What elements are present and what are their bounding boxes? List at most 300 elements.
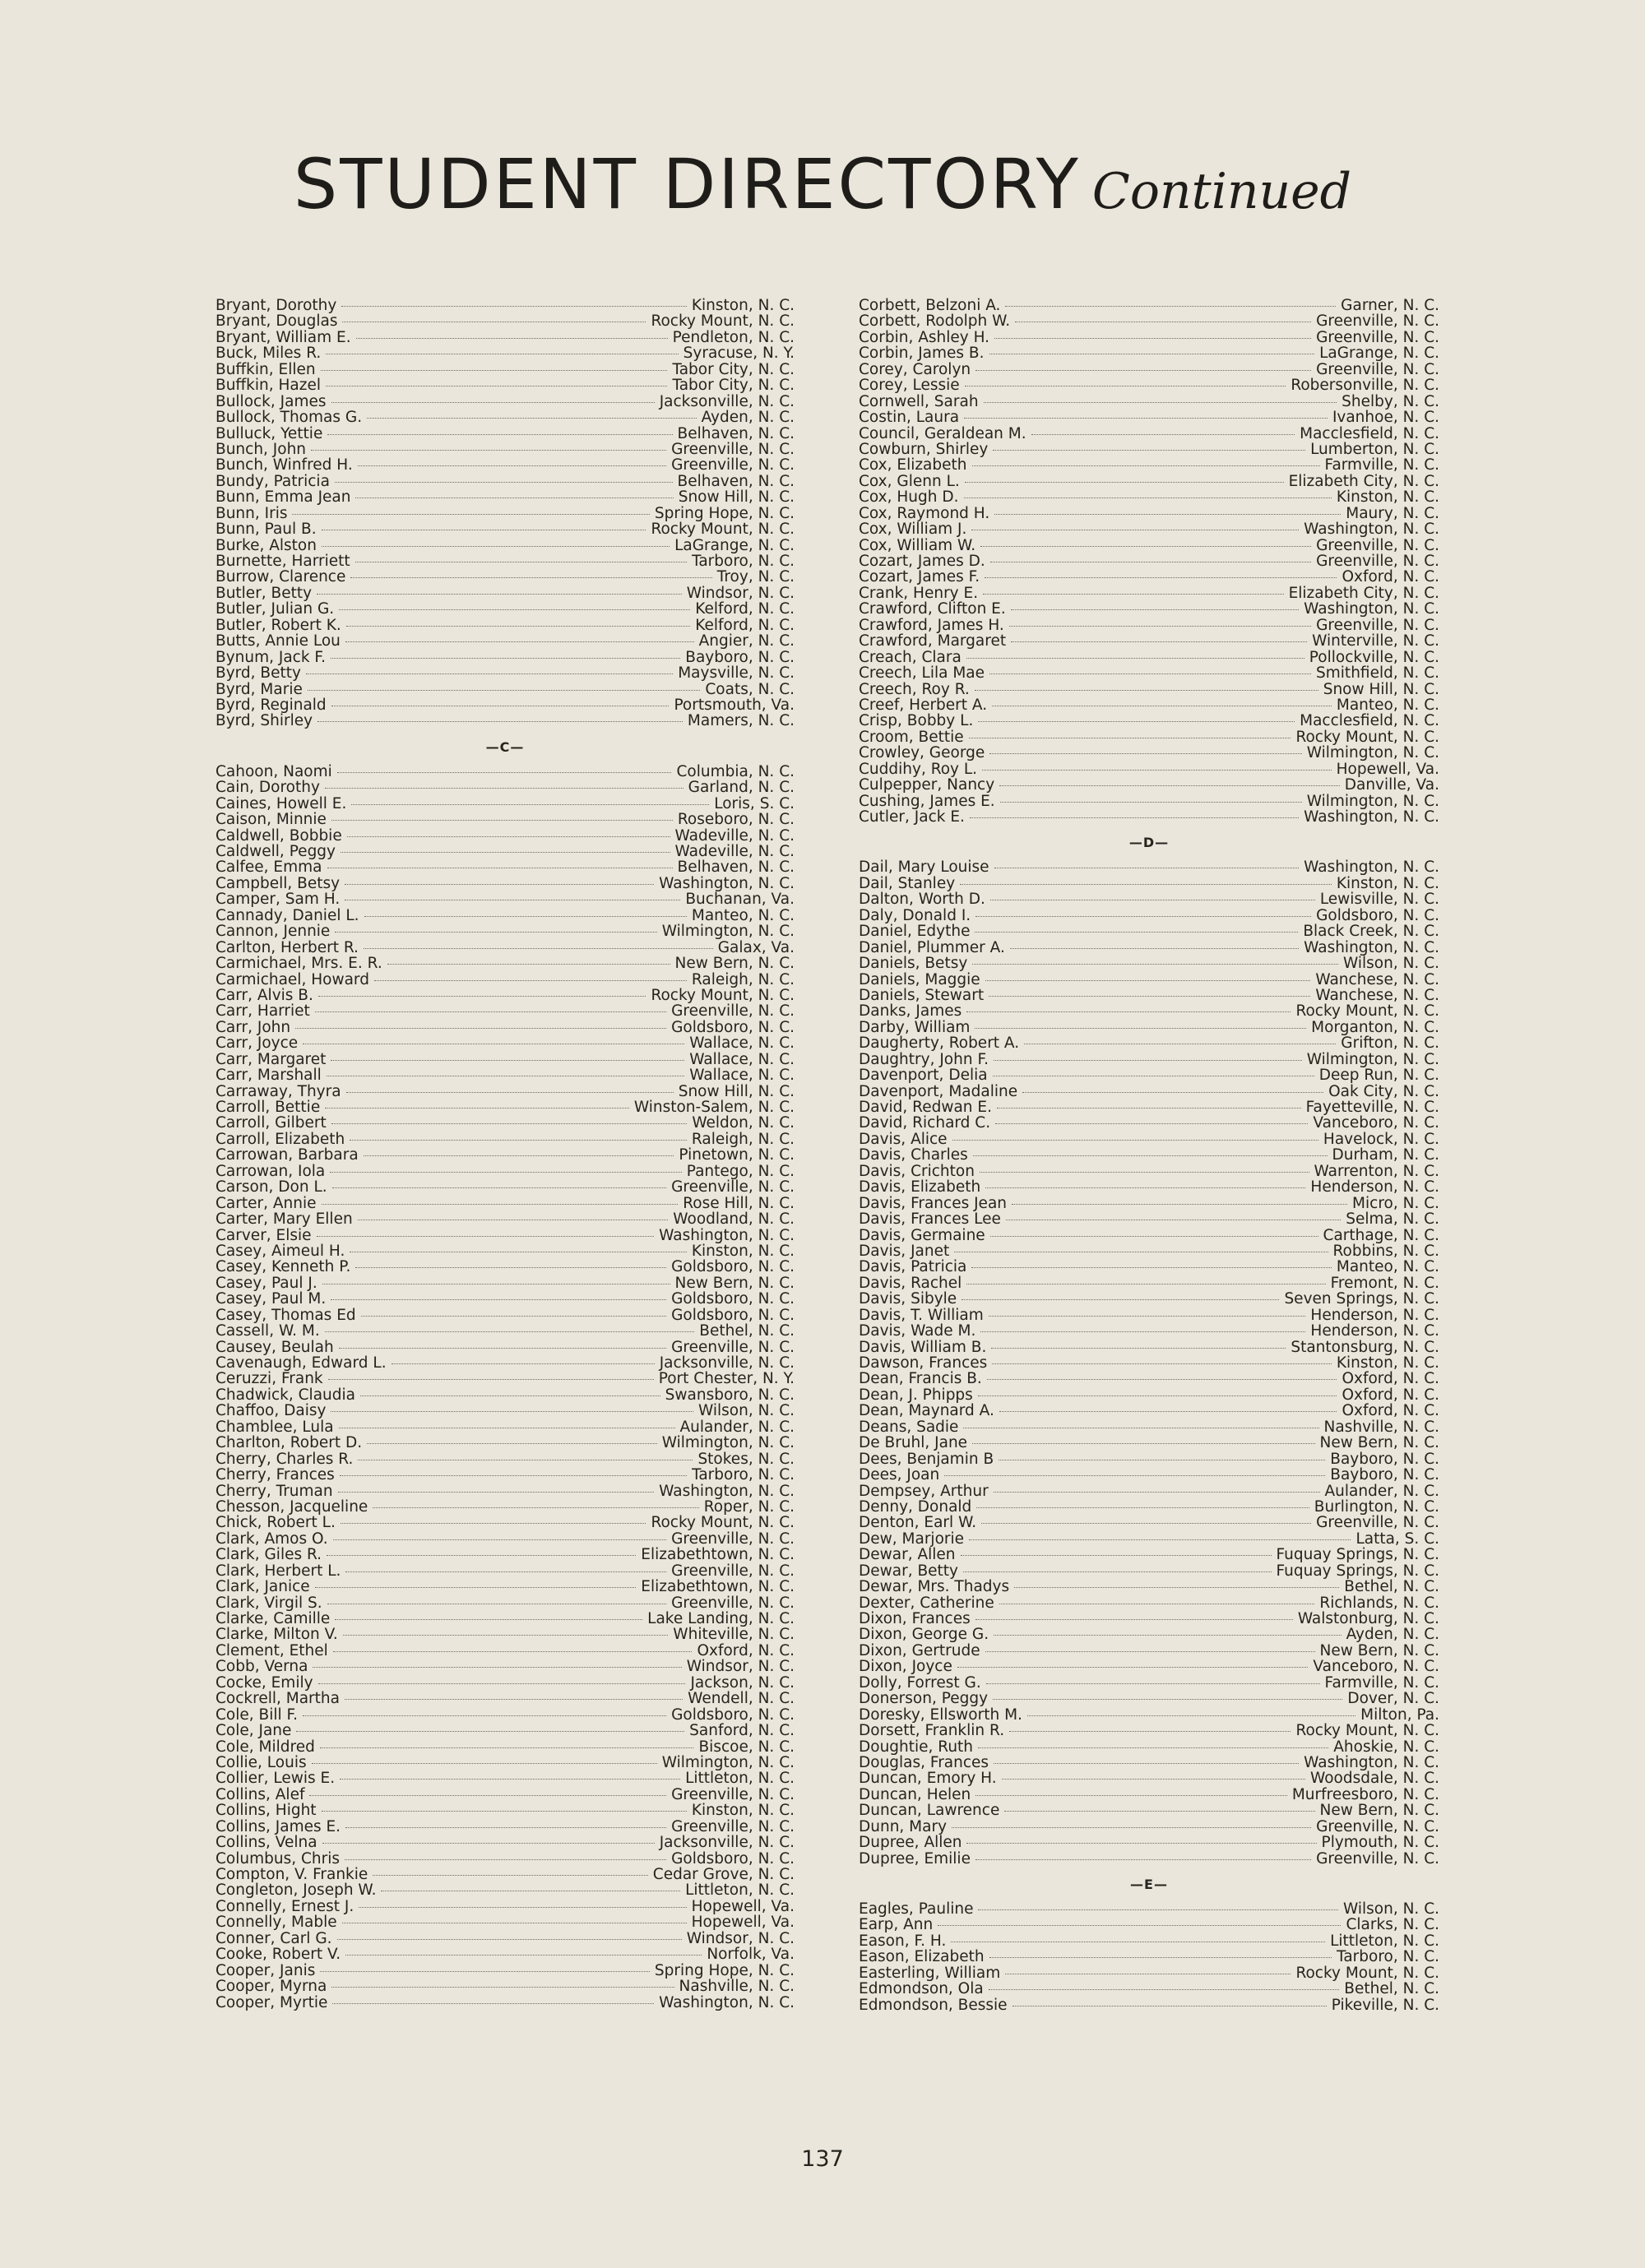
- dot-leader: [975, 1794, 1287, 1796]
- dot-leader: [331, 1986, 674, 1988]
- directory-entry: [215, 1467, 795, 1483]
- student-name: Eagles, Pauline: [859, 1900, 974, 1918]
- dot-leader: [350, 576, 711, 578]
- hometown: Swansboro, N. C.: [665, 1386, 795, 1404]
- dot-leader: [986, 1682, 1320, 1684]
- student-name: Creach, Clara: [859, 648, 962, 666]
- directory-entry: [215, 362, 795, 377]
- hometown: Stantonsburg, N. C.: [1291, 1338, 1439, 1356]
- student-name: Edmondson, Bessie: [859, 1996, 1008, 2014]
- hometown: Pendleton, N. C.: [672, 328, 795, 346]
- directory-column-left: [215, 298, 795, 2011]
- hometown: Havelock, N. C.: [1323, 1130, 1439, 1148]
- dot-leader: [317, 593, 682, 595]
- page-number: 137: [801, 2146, 844, 2172]
- student-name: Dean, Francis B.: [859, 1370, 982, 1388]
- directory-entry: [859, 1179, 1439, 1195]
- hometown: Greenville, N. C.: [1316, 1514, 1439, 1532]
- dot-leader: [985, 1650, 1315, 1652]
- dot-leader: [1011, 609, 1299, 610]
- hometown: Greenville, N. C.: [671, 1817, 795, 1835]
- hometown: Robersonville, N. C.: [1291, 377, 1439, 395]
- student-name: Davis, Crichton: [859, 1162, 975, 1180]
- directory-entry: [215, 1515, 795, 1530]
- directory-entry: [215, 426, 795, 442]
- dot-leader: [335, 931, 656, 933]
- student-name: Chamblee, Lula: [215, 1418, 334, 1436]
- student-name: Cox, Elizabeth: [859, 456, 967, 474]
- dot-leader: [373, 1507, 698, 1508]
- dot-leader: [339, 609, 690, 610]
- student-name: Casey, Paul J.: [215, 1274, 317, 1292]
- directory-entry: [859, 1164, 1439, 1179]
- dot-leader: [373, 1874, 647, 1876]
- dot-leader: [993, 449, 1305, 451]
- dot-leader: [355, 497, 673, 498]
- directory-entry: [215, 1579, 795, 1595]
- directory-entry: [859, 489, 1439, 505]
- dot-leader: [970, 817, 1299, 818]
- dot-leader: [326, 353, 678, 354]
- student-name: Davis, Frances Jean: [859, 1194, 1008, 1212]
- dot-leader: [337, 1938, 682, 1940]
- dot-leader: [1010, 947, 1299, 949]
- hometown: Windsor, N. C.: [686, 1658, 795, 1676]
- student-name: Davis, Charles: [859, 1146, 968, 1164]
- directory-entry: [215, 697, 795, 713]
- student-name: Davis, Patricia: [859, 1258, 967, 1276]
- dot-leader: [1009, 1730, 1291, 1732]
- dot-leader: [1004, 1810, 1314, 1812]
- directory-entry: [215, 1595, 795, 1611]
- hometown: Goldsboro, N. C.: [671, 1849, 795, 1868]
- dot-leader: [333, 1650, 693, 1652]
- directory-entry: [859, 1819, 1439, 1835]
- directory-entry: [859, 682, 1439, 697]
- dot-leader: [339, 1347, 666, 1349]
- student-name: Bunn, Paul B.: [215, 521, 317, 539]
- hometown: Macclesfield, N. C.: [1300, 424, 1439, 442]
- hometown: Walstonburg, N. C.: [1297, 1610, 1439, 1627]
- student-name: Davis, Wade M.: [859, 1322, 976, 1340]
- directory-entry: [859, 474, 1439, 489]
- hometown: Biscoe, N. C.: [698, 1738, 795, 1756]
- dot-leader: [994, 1059, 1302, 1061]
- directory-entry: [215, 1835, 795, 1850]
- directory-entry: [215, 1946, 795, 1962]
- hometown: Hopewell, Va.: [691, 1897, 795, 1915]
- dot-leader: [975, 931, 1298, 933]
- directory-entry: [215, 1914, 795, 1930]
- dot-leader: [322, 1842, 655, 1844]
- student-name: Eason, Elizabeth: [859, 1948, 985, 1966]
- student-name: Burrow, Clarence: [215, 568, 346, 586]
- directory-entry: [215, 1483, 795, 1499]
- student-name: Carrowan, Barbara: [215, 1146, 359, 1164]
- directory-entry: [859, 1020, 1439, 1035]
- dot-leader: [296, 1730, 684, 1732]
- student-name: Dewar, Allen: [859, 1546, 956, 1564]
- student-name: Daughtry, John F.: [859, 1050, 989, 1068]
- hometown: New Bern, N. C.: [1319, 1434, 1439, 1452]
- dot-leader: [993, 1698, 1342, 1700]
- dot-leader: [994, 1491, 1320, 1493]
- student-name: Cherry, Truman: [215, 1482, 333, 1500]
- directory-entry: [215, 633, 795, 649]
- student-name: Casey, Paul M.: [215, 1290, 327, 1308]
- hometown: Littleton, N. C.: [685, 1770, 795, 1788]
- student-name: Daniel, Edythe: [859, 923, 971, 941]
- directory-entry: [859, 1419, 1439, 1435]
- dot-leader: [367, 1442, 657, 1444]
- dot-leader: [361, 1315, 666, 1317]
- directory-entry: [215, 796, 795, 812]
- student-name: Corbin, Ashley H.: [859, 328, 990, 346]
- hometown: Rose Hill, N. C.: [683, 1194, 795, 1212]
- dot-leader: [322, 529, 646, 530]
- hometown: Belhaven, N. C.: [677, 472, 795, 490]
- hometown: Rocky Mount, N. C.: [651, 312, 795, 331]
- directory-entry: [859, 1147, 1439, 1163]
- dot-leader: [961, 1554, 1272, 1556]
- hometown: Oxford, N. C.: [1341, 568, 1439, 586]
- dot-leader: [965, 385, 1286, 386]
- dot-leader: [340, 1474, 687, 1476]
- directory-entry: [215, 394, 795, 410]
- hometown: Greenville, N. C.: [1316, 616, 1439, 634]
- directory-entry: [215, 1803, 795, 1818]
- student-name: Croom, Bettie: [859, 728, 964, 746]
- student-name: Douglas, Frances: [859, 1753, 989, 1771]
- dot-leader: [345, 1571, 666, 1572]
- directory-entry: [859, 1115, 1439, 1131]
- student-name: Byrd, Shirley: [215, 712, 313, 730]
- hometown: LaGrange, N. C.: [1319, 345, 1439, 363]
- hometown: Windsor, N. C.: [686, 584, 795, 602]
- dot-leader: [358, 465, 666, 466]
- student-name: Dixon, Joyce: [859, 1658, 952, 1676]
- dot-leader: [975, 369, 1311, 371]
- directory-entry: [215, 377, 795, 393]
- directory-entry: [215, 553, 795, 569]
- hometown: New Bern, N. C.: [1319, 1802, 1439, 1820]
- dot-leader: [331, 401, 655, 403]
- student-name: Byrd, Reginald: [215, 696, 327, 714]
- dot-leader: [960, 883, 1332, 885]
- dot-leader: [317, 1235, 655, 1237]
- dot-leader: [989, 673, 1311, 674]
- hometown: Smithfield, N. C.: [1316, 664, 1439, 683]
- dot-leader: [1027, 1715, 1355, 1716]
- directory-entry: [859, 956, 1439, 971]
- hometown: Fayetteville, N. C.: [1305, 1099, 1439, 1116]
- student-name: Carmichael, Howard: [215, 970, 369, 988]
- hometown: Kinston, N. C.: [1336, 874, 1439, 892]
- student-name: Cuddihy, Roy L.: [859, 760, 978, 778]
- hometown: Wilmington, N. C.: [1306, 792, 1439, 810]
- dot-leader: [303, 1715, 666, 1716]
- directory-entry: [859, 777, 1439, 793]
- dot-leader: [339, 1427, 675, 1428]
- dot-leader: [987, 1378, 1337, 1380]
- hometown: Snow Hill, N. C.: [678, 1082, 795, 1100]
- directory-entry: [859, 1851, 1439, 1867]
- student-name: Cobb, Verna: [215, 1658, 308, 1676]
- hometown: Nashville, N. C.: [679, 1978, 795, 1996]
- student-name: Crisp, Bobby L.: [859, 712, 974, 730]
- student-name: Clement, Ethel: [215, 1641, 328, 1659]
- directory-entry: [859, 940, 1439, 956]
- hometown: Bayboro, N. C.: [1330, 1450, 1439, 1468]
- dot-leader: [973, 1155, 1328, 1156]
- directory-entry: [859, 859, 1439, 875]
- hometown: Warrenton, N. C.: [1314, 1162, 1439, 1180]
- student-name: David, Richard C.: [859, 1114, 991, 1132]
- student-name: Cox, William J.: [859, 521, 967, 539]
- dot-leader: [994, 867, 1300, 868]
- student-name: Cain, Dorothy: [215, 779, 320, 797]
- directory-entry: [859, 697, 1439, 713]
- student-name: Davis, Alice: [859, 1130, 948, 1148]
- student-name: Doresky, Ellsworth M.: [859, 1706, 1022, 1724]
- hometown: Raleigh, N. C.: [691, 970, 795, 988]
- student-name: Carrowan, Iola: [215, 1162, 326, 1180]
- student-name: Dupree, Allen: [859, 1834, 962, 1852]
- student-name: Casey, Aimeul H.: [215, 1242, 345, 1260]
- hometown: Murfreesboro, N. C.: [1291, 1785, 1439, 1803]
- hometown: Washington, N. C.: [1304, 808, 1439, 826]
- dot-leader: [1005, 305, 1336, 307]
- hometown: Henderson, N. C.: [1310, 1322, 1439, 1340]
- directory-entry: [859, 1084, 1439, 1099]
- hometown: Henderson, N. C.: [1310, 1178, 1439, 1196]
- directory-entry: [215, 1931, 795, 1946]
- dot-leader: [989, 752, 1301, 754]
- hometown: Greenville, N. C.: [671, 1338, 795, 1356]
- hometown: Norfolk, Va.: [707, 1946, 795, 1964]
- dot-leader: [337, 771, 672, 773]
- student-name: Easterling, William: [859, 1964, 1001, 1982]
- student-name: Bryant, Dorothy: [215, 297, 337, 314]
- dot-leader: [989, 353, 1315, 354]
- directory-entry: [215, 812, 795, 827]
- directory-entry: [859, 665, 1439, 681]
- student-name: Duncan, Emory H.: [859, 1770, 997, 1788]
- dot-leader: [969, 1539, 1351, 1540]
- student-name: Carroll, Gilbert: [215, 1114, 327, 1132]
- hometown: Wanchese, N. C.: [1315, 970, 1439, 988]
- hometown: Greenville, N. C.: [1316, 328, 1439, 346]
- directory-entry: [859, 569, 1439, 585]
- student-name: Casey, Thomas Ed: [215, 1306, 356, 1324]
- student-name: Cavenaugh, Edward L.: [215, 1354, 387, 1372]
- hometown: Elizabeth City, N. C.: [1288, 584, 1439, 602]
- student-name: Dixon, Frances: [859, 1610, 971, 1627]
- hometown: Wallace, N. C.: [689, 1034, 795, 1053]
- student-name: Ceruzzi, Frank: [215, 1370, 323, 1388]
- dot-leader: [1002, 1778, 1305, 1780]
- student-name: Carroll, Bettie: [215, 1099, 321, 1116]
- hometown: Manteo, N. C.: [1336, 696, 1439, 714]
- hometown: Loris, S. C.: [714, 794, 795, 812]
- directory-entry: [859, 1803, 1439, 1818]
- student-name: Danks, James: [859, 1002, 962, 1021]
- hometown: Kinston, N. C.: [1336, 1354, 1439, 1372]
- directory-entry: [215, 876, 795, 891]
- hometown: Aulander, N. C.: [1324, 1482, 1439, 1500]
- student-name: Camper, Sam H.: [215, 891, 341, 909]
- student-name: Davis, William B.: [859, 1338, 987, 1356]
- student-name: Bryant, Douglas: [215, 312, 338, 331]
- dot-leader: [345, 899, 680, 900]
- student-name: Daniels, Stewart: [859, 986, 985, 1004]
- directory-entry: [859, 1835, 1439, 1850]
- directory-entry: [859, 1067, 1439, 1083]
- directory-entry: [859, 1499, 1439, 1515]
- student-name: Caines, Howell E.: [215, 794, 347, 812]
- hometown: Kinston, N. C.: [691, 1802, 795, 1820]
- directory-entry: [859, 1579, 1439, 1595]
- directory-entry: [859, 394, 1439, 410]
- hometown: Spring Hope, N. C.: [654, 1961, 795, 1979]
- directory-entry: [215, 521, 795, 537]
- directory-entry: [859, 988, 1439, 1003]
- hometown: Greenville, N. C.: [671, 440, 795, 458]
- hometown: Weldon, N. C.: [692, 1114, 795, 1132]
- directory-entry: [215, 457, 795, 473]
- directory-entry: [215, 1451, 795, 1467]
- directory-entry: [859, 1933, 1439, 1949]
- hometown: Coats, N. C.: [705, 680, 795, 698]
- student-name: Dupree, Emilie: [859, 1849, 971, 1868]
- directory-entry: [215, 1899, 795, 1914]
- student-name: Dorsett, Franklin R.: [859, 1722, 1005, 1740]
- dot-leader: [350, 1139, 687, 1141]
- hometown: Washington, N. C.: [1304, 600, 1439, 618]
- hometown: Goldsboro, N. C.: [1316, 906, 1439, 924]
- dot-leader: [1006, 1219, 1341, 1220]
- directory-entry: [859, 1259, 1439, 1275]
- hometown: Oxford, N. C.: [1341, 1402, 1439, 1420]
- hometown: Wilson, N. C.: [1342, 955, 1439, 973]
- directory-entry: [859, 1435, 1439, 1451]
- dot-leader: [341, 1522, 646, 1524]
- directory-entry: [859, 553, 1439, 569]
- directory-entry: [215, 1052, 795, 1067]
- hometown: Winterville, N. C.: [1312, 632, 1439, 650]
- hometown: Washington, N. C.: [659, 1226, 795, 1244]
- hometown: Belhaven, N. C.: [677, 859, 795, 877]
- dot-leader: [327, 1554, 636, 1556]
- directory-entry: [215, 1035, 795, 1051]
- dot-leader: [356, 337, 668, 339]
- directory-entry: [215, 601, 795, 617]
- dot-leader: [1011, 641, 1307, 642]
- hometown: Bayboro, N. C.: [685, 648, 795, 666]
- directory-entry: [859, 1275, 1439, 1291]
- student-name: Davis, Janet: [859, 1242, 950, 1260]
- hometown: Deep Run, N. C.: [1318, 1067, 1439, 1085]
- directory-entry: [215, 1099, 795, 1115]
- directory-entry: [859, 1563, 1439, 1579]
- hometown: Jacksonville, N. C.: [659, 1834, 795, 1852]
- student-name: Corbin, James B.: [859, 345, 985, 363]
- student-name: David, Redwan E.: [859, 1099, 992, 1116]
- directory-entry: [859, 1981, 1439, 1997]
- directory-column-right: [859, 298, 1439, 2013]
- directory-entry: [859, 506, 1439, 521]
- dot-leader: [358, 1459, 693, 1460]
- directory-entry: [859, 586, 1439, 601]
- hometown: Fuquay Springs, N. C.: [1276, 1546, 1439, 1564]
- student-name: Culpepper, Nancy: [859, 776, 995, 794]
- directory-entry: [215, 1499, 795, 1515]
- hometown: Jacksonville, N. C.: [659, 392, 795, 410]
- dot-leader: [325, 1107, 629, 1109]
- dot-leader: [387, 963, 670, 965]
- dot-leader: [322, 1283, 670, 1284]
- student-name: Edmondson, Ola: [859, 1980, 984, 1998]
- dot-leader: [989, 1988, 1340, 1990]
- dot-leader: [322, 1203, 679, 1205]
- student-name: Dexter, Catherine: [859, 1594, 994, 1612]
- hometown: Wadeville, N. C.: [674, 826, 795, 845]
- dot-leader: [311, 449, 666, 451]
- directory-entry: [215, 1115, 795, 1131]
- directory-entry: [859, 601, 1439, 617]
- dot-leader: [1012, 2005, 1327, 2006]
- directory-entry: [215, 1851, 795, 1867]
- dot-leader: [359, 1906, 686, 1908]
- directory-entry: [215, 569, 795, 585]
- dot-leader: [325, 1331, 695, 1332]
- directory-entry: [215, 1084, 795, 1099]
- student-name: Caldwell, Bobbie: [215, 826, 342, 845]
- hometown: Nashville, N. C.: [1323, 1418, 1439, 1436]
- directory-entry: [859, 1739, 1439, 1755]
- student-name: Dunn, Mary: [859, 1817, 948, 1835]
- directory-entry: [859, 1228, 1439, 1243]
- student-name: Carr, John: [215, 1018, 291, 1036]
- directory-entry: [859, 1291, 1439, 1307]
- hometown: Wilmington, N. C.: [661, 1753, 795, 1771]
- student-name: Carson, Don L.: [215, 1178, 327, 1196]
- directory-entry: [215, 1243, 795, 1259]
- hometown: Wadeville, N. C.: [674, 843, 795, 860]
- directory-entry: [859, 410, 1439, 425]
- hometown: Tarboro, N. C.: [692, 1466, 795, 1484]
- dot-leader: [313, 1666, 681, 1668]
- dot-leader: [952, 1139, 1318, 1141]
- dot-leader: [326, 385, 667, 386]
- student-name: Corey, Lessie: [859, 377, 960, 395]
- directory-entry: [215, 1275, 795, 1291]
- hometown: Wendell, N. C.: [688, 1690, 795, 1708]
- hometown: Port Chester, N. Y.: [658, 1370, 795, 1388]
- student-name: Davis, T. William: [859, 1306, 984, 1324]
- student-name: Carr, Marshall: [215, 1067, 322, 1085]
- directory-entry: [859, 729, 1439, 745]
- directory-entry: [215, 313, 795, 329]
- dot-leader: [966, 657, 1304, 659]
- student-name: Chadwick, Claudia: [215, 1386, 355, 1404]
- dot-leader: [938, 1924, 1341, 1926]
- hometown: Plymouth, N. C.: [1321, 1834, 1439, 1852]
- directory-entry: [859, 442, 1439, 457]
- directory-entry: [859, 1531, 1439, 1547]
- directory-entry: [859, 1997, 1439, 2013]
- dot-leader: [995, 1122, 1308, 1124]
